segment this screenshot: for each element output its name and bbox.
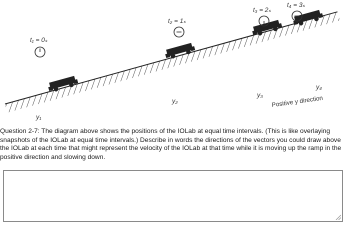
position-label-3: y₃ bbox=[257, 92, 263, 99]
answer-textarea[interactable] bbox=[3, 170, 343, 222]
position-label-4: y₄ bbox=[316, 84, 322, 91]
clock-icon-1 bbox=[35, 47, 45, 57]
time-label-2: t₂ = 1ₛ bbox=[168, 18, 186, 25]
time-label-1: t₁ = 0ₛ bbox=[30, 37, 48, 44]
question-text: Question 2-7: The diagram above shows the positions of the IOLab at equal time intervals. (This is like overlaying snapshots of the IOLab at equal time intervals.) Describe in words the directions of the vectors you could draw above the IOLab at each time that might represent the velocity of the IOLab at that time while it is moving up the ramp in the positive direction and slowing down. bbox=[0, 128, 342, 161]
time-label-4: t₄ = 3ₛ bbox=[287, 2, 305, 9]
position-label-1: y₁ bbox=[36, 114, 42, 121]
time-label-3: t₃ = 2ₛ bbox=[253, 7, 271, 14]
clock-icon-2 bbox=[174, 27, 184, 37]
position-label-2: y₂ bbox=[172, 98, 178, 105]
resize-grip-icon[interactable] bbox=[335, 214, 341, 220]
clock-icon-3 bbox=[259, 16, 269, 26]
direction-label: Positive y direction bbox=[271, 94, 324, 109]
